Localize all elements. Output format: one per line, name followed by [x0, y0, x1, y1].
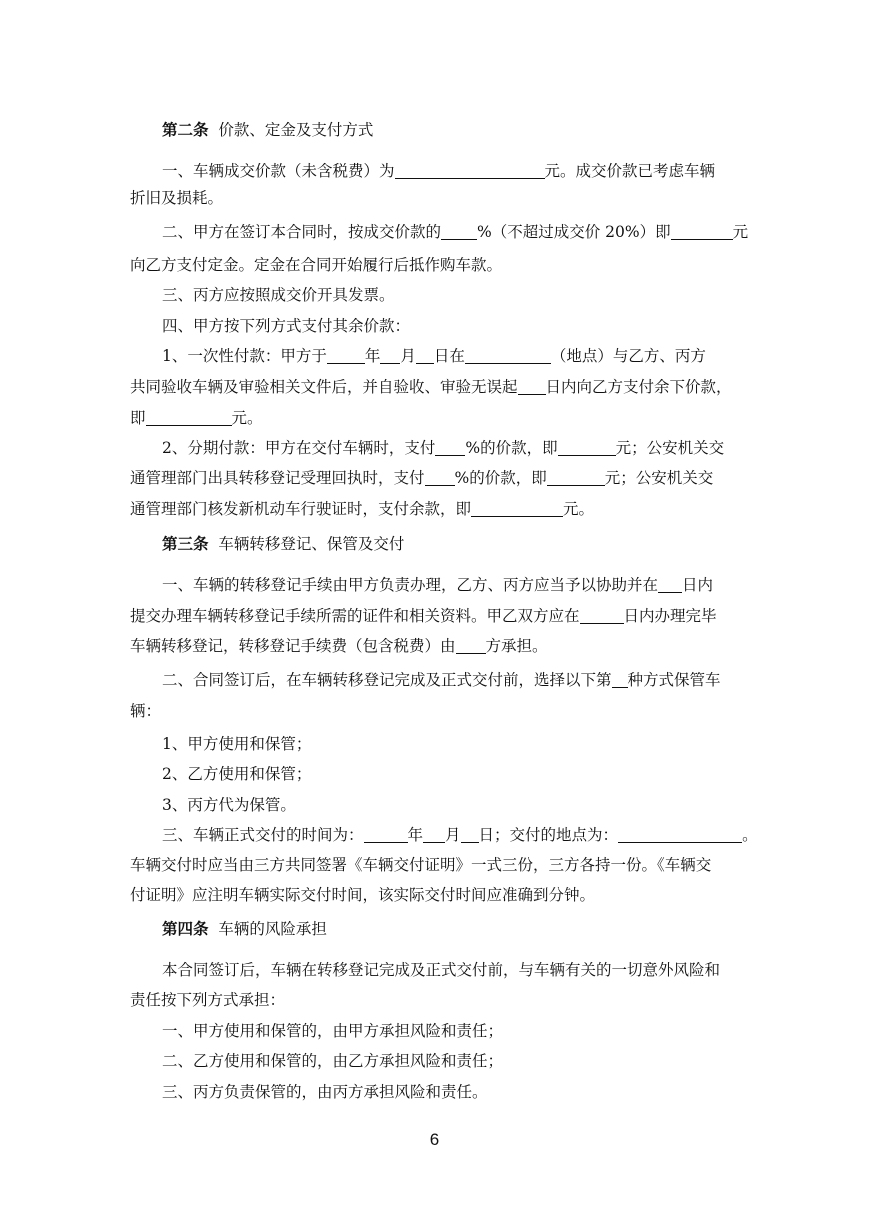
art4-item-2: 二、乙方使用和保管的，由乙方承担风险和责任；: [162, 1052, 504, 1070]
art2-para6-line1: 2、分期付款：甲方在交付车辆时，支付 %的价款，即 元；公安机关交: [162, 439, 725, 457]
blank-field[interactable]: [380, 347, 400, 364]
blank-field[interactable]: [146, 409, 232, 426]
page-number: 6: [429, 1130, 440, 1149]
art2-para3: 三、丙方应按照成交价开具发票。: [162, 286, 395, 304]
art3-para3-line3: 付证明》应注明车辆实际交付时间，该实际交付时间应准确到分钟。: [130, 886, 596, 904]
blank-field[interactable]: [461, 826, 479, 843]
blank-field[interactable]: [425, 469, 455, 486]
art3-para3-line1: 三、车辆正式交付的时间为： 年 月 日；交付的地点为： 。: [162, 826, 758, 844]
art2-para4: 四、甲方按下列方式支付其余价款：: [162, 317, 411, 335]
blank-field[interactable]: [456, 637, 486, 654]
blank-field[interactable]: [471, 500, 563, 517]
art2-para2-line2: 向乙方支付定金。定金在合同开始履行后抵作购车款。: [130, 256, 503, 274]
blank-field[interactable]: [327, 347, 365, 364]
art3-option-2: 2、乙方使用和保管；: [162, 765, 312, 783]
article-4-heading: 第四条 车辆的风险承担: [162, 920, 327, 938]
blank-field[interactable]: [395, 162, 545, 179]
blank-field[interactable]: [416, 347, 434, 364]
blank-field[interactable]: [518, 378, 546, 395]
article-3-heading: 第三条 车辆转移登记、保管及交付: [162, 535, 405, 553]
blank-field[interactable]: [441, 223, 477, 240]
art4-item-1: 一、甲方使用和保管的，由甲方承担风险和责任；: [162, 1022, 504, 1040]
art4-item-3: 三、丙方负责保管的，由丙方承担风险和责任。: [162, 1083, 488, 1101]
blank-field[interactable]: [558, 439, 616, 456]
art4-para1-line1: 本合同签订后，车辆在转移登记完成及正式交付前，与车辆有关的一切意外风险和: [162, 961, 721, 979]
art2-para2-line1: 二、甲方在签订本合同时，按成交价款的 %（不超过成交价 20%）即 元: [162, 223, 749, 241]
blank-field[interactable]: [658, 576, 682, 593]
art3-para2-line2: 辆：: [130, 702, 162, 720]
art2-para5-line3: 即 元。: [130, 409, 263, 427]
blank-field[interactable]: [547, 469, 605, 486]
art4-para1-line2: 责任按下列方式承担：: [130, 991, 286, 1009]
blank-field[interactable]: [612, 671, 628, 688]
blank-field[interactable]: [580, 607, 624, 624]
art3-option-3: 3、丙方代为保管。: [162, 796, 296, 814]
art2-para6-line2: 通管理部门出具转移登记受理回执时，支付 %的价款，即 元；公安机关交: [130, 469, 714, 487]
art3-para1-line3: 车辆转移登记，转移登记手续费（包含税费）由 方承担。: [130, 637, 548, 655]
art2-para6-line3: 通管理部门核发新机动车行驶证时，支付余款，即 元。: [130, 500, 595, 518]
art3-para3-line2: 车辆交付时应当由三方共同签署《车辆交付证明》一式三份，三方各持一份。《车辆交: [130, 856, 712, 874]
art2-para1-line2: 折旧及损耗。: [130, 189, 224, 207]
blank-field[interactable]: [465, 347, 551, 364]
blank-field[interactable]: [423, 826, 445, 843]
art3-para2-line1: 二、合同签订后，在车辆转移登记完成及正式交付前，选择以下第 种方式保管车: [162, 671, 721, 689]
blank-field[interactable]: [364, 826, 408, 843]
art3-option-1: 1、甲方使用和保管；: [162, 735, 312, 753]
article-2-heading: 第二条 价款、定金及支付方式: [162, 121, 374, 139]
blank-field[interactable]: [435, 439, 465, 456]
art3-para1-line2: 提交办理车辆转移登记手续所需的证件和相关资料。甲乙双方应在 日内办理完毕: [130, 607, 717, 625]
blank-field[interactable]: [671, 223, 733, 240]
art2-para5-line1: 1、一次性付款：甲方于 年 月 日在 （地点）与乙方、丙方: [162, 347, 706, 365]
art2-para1-line1: 一、车辆成交价款（未含税费）为 元。成交价款已考虑车辆: [162, 162, 716, 180]
art3-para1-line1: 一、车辆的转移登记手续由甲方负责办理，乙方、丙方应当予以协助并在 日内: [162, 576, 714, 594]
art2-para5-line2: 共同验收车辆及审验相关文件后，并自验收、审验无误起 日内向乙方支付余下价款，: [130, 378, 732, 396]
blank-field[interactable]: [618, 826, 742, 843]
